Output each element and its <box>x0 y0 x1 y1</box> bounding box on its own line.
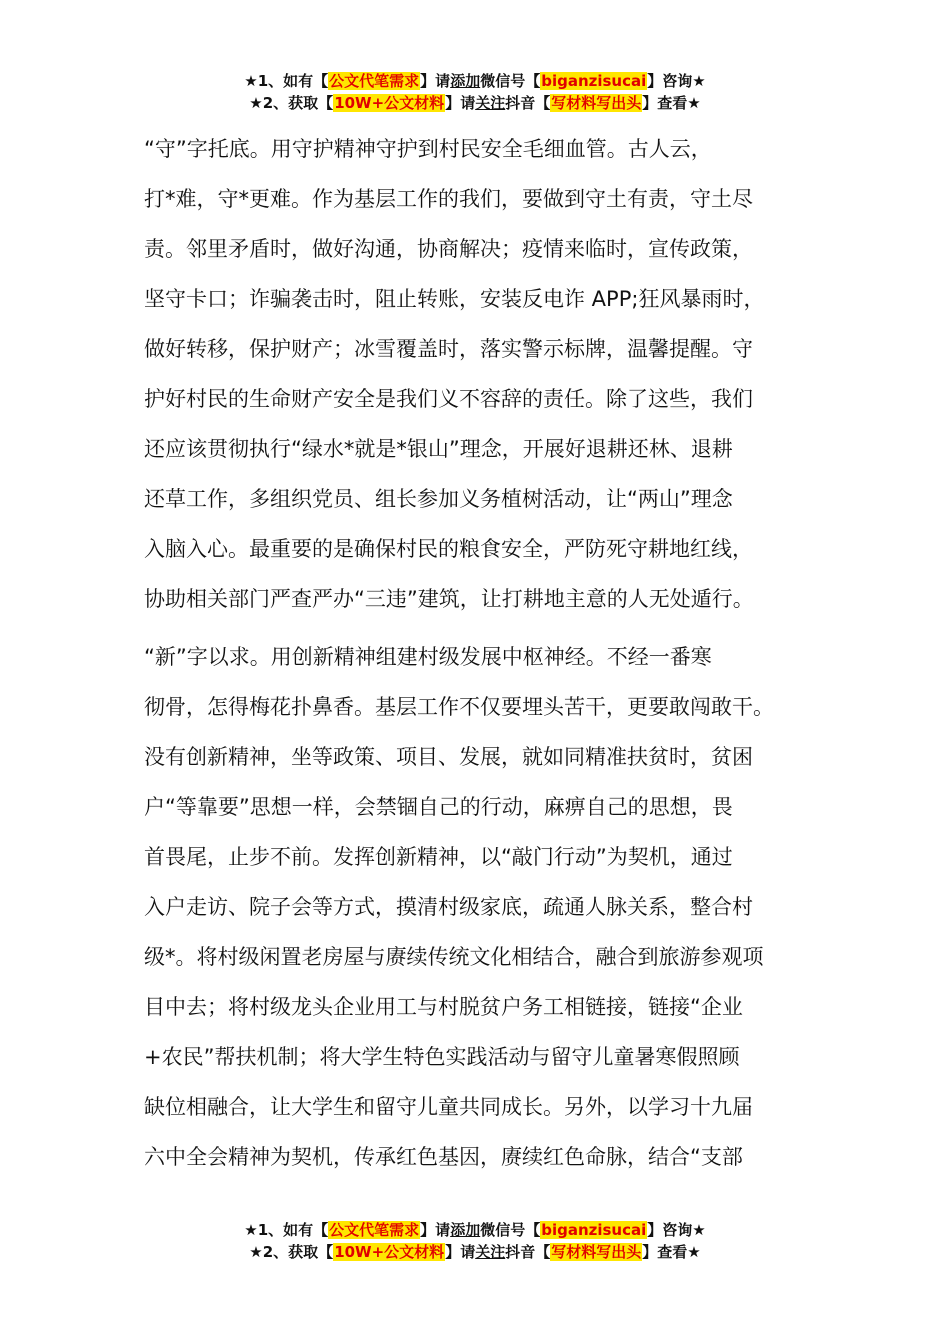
paragraph <box>144 124 812 624</box>
paragraph-line: “守”字托底。用守护精神守护到村民安全毛细血管。古人云， <box>144 137 712 161</box>
banner-text: 】请 <box>445 1243 476 1261</box>
banner-line-2 <box>0 92 950 114</box>
banner-line-2 <box>0 1241 950 1263</box>
banner-line-1 <box>0 70 950 92</box>
paragraph-line: 户“等靠要”思想一样，会禁锢自己的行动，麻痹自己的思想，畏 <box>144 795 733 819</box>
banner-emphasis: 添加 <box>450 72 481 90</box>
banner-text: ★2、获取【 <box>249 1243 334 1261</box>
paragraph-line: 坚守卡口；诈骗袭击时，阻止转账，安装反电诈 APP;狂风暴雨时， <box>144 287 765 311</box>
paragraph-line: 还应该贯彻执行“绿水*就是*银山”理念，开展好退耕还林、退耕 <box>144 437 733 461</box>
banner-text: 抖音【 <box>505 1243 551 1261</box>
banner-text: ★2、获取【 <box>249 94 334 112</box>
paragraph-line: 缺位相融合，让大学生和留守儿童共同成长。另外，以学习十九届 <box>144 1095 753 1119</box>
banner-line-1 <box>0 1219 950 1241</box>
paragraph-line: 入脑入心。最重要的是确保村民的粮食安全，严防死守耕地红线， <box>144 537 753 561</box>
paragraph-line: 入户走访、院子会等方式，摸清村级家底，疏通人脉关系，整合村 <box>144 895 753 919</box>
banner-text: 】请 <box>420 72 451 90</box>
banner-text: ★1、如有【 <box>244 72 329 90</box>
banner-text: 微信号【 <box>480 1221 541 1239</box>
paragraph-line: 打*难，守*更难。作为基层工作的我们，要做到守土有责，守土尽 <box>144 187 753 211</box>
banner-emphasis: 关注 <box>475 94 506 112</box>
document-body <box>144 124 812 1182</box>
banner-highlight: biganzisucai <box>541 72 647 90</box>
banner-highlight: 写材料写出头 <box>551 1243 642 1261</box>
banner-text: 】查看★ <box>642 1243 701 1261</box>
banner-text: 】查看★ <box>642 94 701 112</box>
paragraph-line: 没有创新精神，坐等政策、项目、发展，就如同精准扶贫时，贫困 <box>144 745 753 769</box>
banner-highlight: 公文代笔需求 <box>329 72 420 90</box>
banner-text: 】请 <box>445 94 476 112</box>
paragraph-line: 协助相关部门严查严办“三违”建筑，让打耕地主意的人无处遁行。 <box>144 587 754 611</box>
banner-emphasis: 添加 <box>450 1221 481 1239</box>
paragraph <box>144 632 812 1182</box>
paragraph-line: 责。邻里矛盾时，做好沟通，协商解决；疫情来临时，宣传政策， <box>144 237 753 261</box>
paragraph-line: 目中去；将村级龙头企业用工与村脱贫户务工相链接，链接“企业 <box>144 995 743 1019</box>
header-banner <box>0 70 950 114</box>
paragraph-line: 护好村民的生命财产安全是我们义不容辞的责任。除了这些，我们 <box>144 387 753 411</box>
paragraph-line: 还草工作，多组织党员、组长参加义务植树活动，让“两山”理念 <box>144 487 733 511</box>
banner-text: 抖音【 <box>505 94 551 112</box>
paragraph-line: +农民”帮扶机制；将大学生特色实践活动与留守儿童暑寒假照顾 <box>144 1045 740 1069</box>
paragraph-line: 彻骨，怎得梅花扑鼻香。基层工作不仅要埋头苦干，更要敢闯敢干。 <box>144 695 774 719</box>
banner-highlight: 10W+公文材料 <box>334 1243 445 1261</box>
banner-highlight: 写材料写出头 <box>551 94 642 112</box>
footer-banner <box>0 1219 950 1263</box>
paragraph-line: 做好转移，保护财产；冰雪覆盖时，落实警示标牌，温馨提醒。守 <box>144 337 753 361</box>
banner-highlight: 10W+公文材料 <box>334 94 445 112</box>
paragraph-line: 级*。将村级闲置老房屋与赓续传统文化相结合，融合到旅游参观项 <box>144 945 764 969</box>
banner-text: ★1、如有【 <box>244 1221 329 1239</box>
banner-highlight: 公文代笔需求 <box>329 1221 420 1239</box>
paragraph-line: 首畏尾，止步不前。发挥创新精神，以“敲门行动”为契机，通过 <box>144 845 733 869</box>
banner-text: 】咨询★ <box>647 72 706 90</box>
paragraph-line: 六中全会精神为契机，传承红色基因，赓续红色命脉，结合“支部 <box>144 1145 743 1169</box>
banner-text: 】请 <box>420 1221 451 1239</box>
banner-emphasis: 关注 <box>475 1243 506 1261</box>
banner-text: 】咨询★ <box>647 1221 706 1239</box>
banner-text: 微信号【 <box>480 72 541 90</box>
banner-highlight: biganzisucai <box>541 1221 647 1239</box>
paragraph-line: “新”字以求。用创新精神组建村级发展中枢神经。不经一番寒 <box>144 645 712 669</box>
paragraph-spacer <box>144 624 812 632</box>
